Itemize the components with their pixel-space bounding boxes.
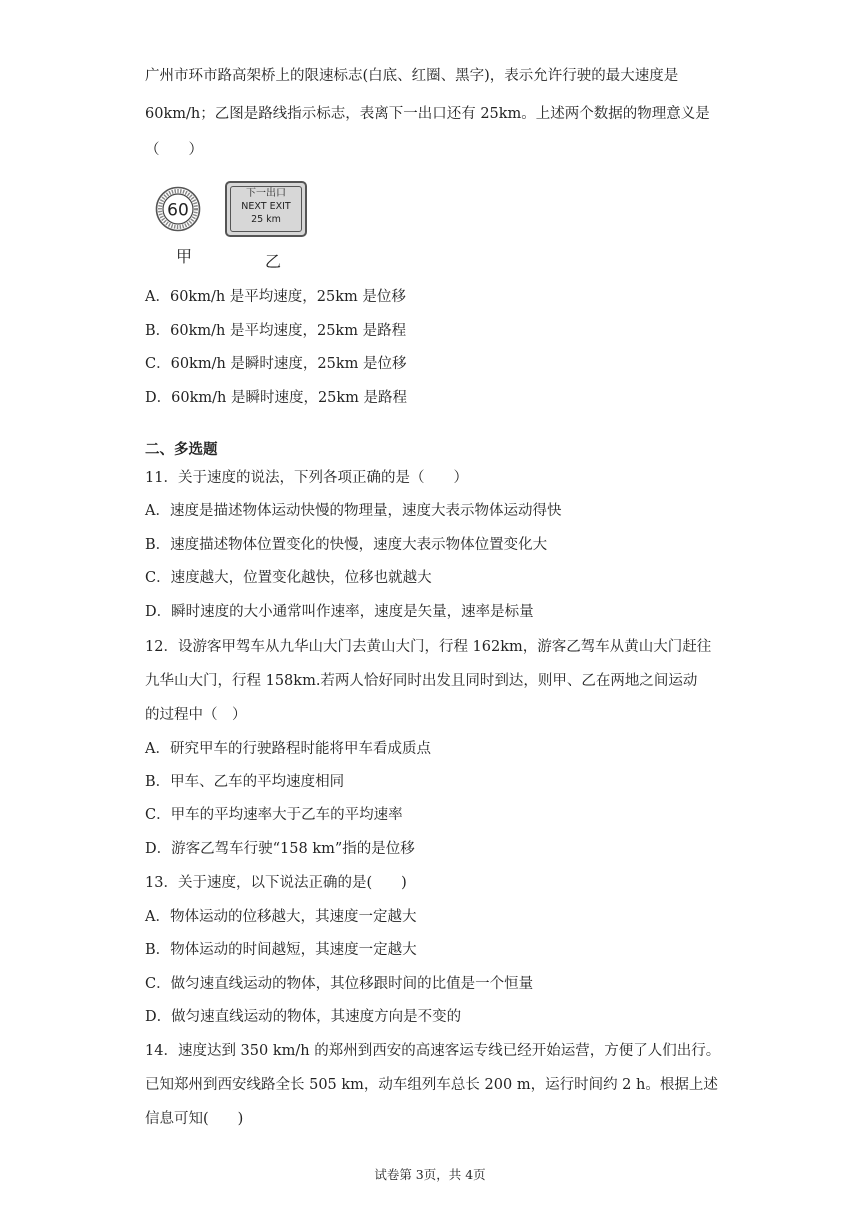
exit-sign-figure <box>225 181 307 237</box>
speed-limit-value: 60 <box>167 200 189 221</box>
q13-option-a: A．物体运动的位移越大，其速度一定越大 <box>145 909 417 925</box>
q10-option-b: B．60km/h 是平均速度，25km 是路程 <box>145 323 407 339</box>
q11-option-d: D．瞬时速度的大小通常叫作速率，速度是矢量，速率是标量 <box>145 604 534 620</box>
caption-yi: 乙 <box>265 252 282 271</box>
q14-stem-line-3: 信息可知( ) <box>145 1111 244 1127</box>
q12-stem-line-1: 12．设游客甲驾车从九华山大门去黄山大门，行程 162km，游客乙驾车从黄山大门赶往 <box>145 639 712 655</box>
q12-option-d: D．游客乙驾车行驶“158 km”指的是位移 <box>145 841 415 857</box>
speed-limit-sign-figure <box>155 186 201 232</box>
q14-stem-line-2: 已知郑州到西安线路全长 505 km，动车组列车总长 200 m，运行时间约 2 h。根据上述 <box>145 1077 718 1093</box>
exit-sign-line-2: NEXT EXIT <box>241 201 291 212</box>
q13-option-c: C．做匀速直线运动的物体，其位移跟时间的比值是一个恒量 <box>145 976 534 992</box>
q11-stem: 11．关于速度的说法，下列各项正确的是（ ） <box>145 470 468 486</box>
q10-option-a: A．60km/h 是平均速度，25km 是位移 <box>145 289 406 305</box>
q11-option-b: B．速度描述物体位置变化的快慢，速度大表示物体位置变化大 <box>145 537 548 553</box>
q12-stem-line-2: 九华山大门，行程 158km.若两人恰好同时出发且同时到达，则甲、乙在两地之间运动 <box>145 673 698 689</box>
q14-stem-line-1: 14．速度达到 350 km/h 的郑州到西安的高速客运专线已经开始运营，方便了人们出行。 <box>145 1043 721 1059</box>
q10-stem-line-1: 广州市环市路高架桥上的限速标志(白底、红圈、黑字)，表示允许行驶的最大速度是 <box>145 68 679 84</box>
caption-jia: 甲 <box>176 247 193 266</box>
q12-stem-line-3: 的过程中（ ） <box>145 707 247 723</box>
q10-option-c: C．60km/h 是瞬时速度，25km 是位移 <box>145 356 407 372</box>
section-title: 二、多选题 <box>145 442 218 458</box>
q12-option-c: C．甲车的平均速率大于乙车的平均速率 <box>145 807 403 823</box>
q10-stem-line-2: 60km/h；乙图是路线指示标志，表离下一出口还有 25km。上述两个数据的物理意义是 <box>145 106 710 122</box>
q10-stem-line-3: （ ） <box>145 142 203 158</box>
q13-stem: 13．关于速度，以下说法正确的是( ) <box>145 875 407 891</box>
exit-sign-line-3: 25 km <box>251 214 281 225</box>
q13-option-b: B．物体运动的时间越短，其速度一定越大 <box>145 942 417 958</box>
q11-option-a: A．速度是描述物体运动快慢的物理量，速度大表示物体运动得快 <box>145 503 562 519</box>
q12-option-a: A．研究甲车的行驶路程时能将甲车看成质点 <box>145 741 431 757</box>
q12-option-b: B．甲车、乙车的平均速度相同 <box>145 774 345 790</box>
exit-sign-line-1: 下一出口 <box>246 188 286 199</box>
q10-option-d: D．60km/h 是瞬时速度，25km 是路程 <box>145 390 408 406</box>
q13-option-d: D．做匀速直线运动的物体，其速度方向是不变的 <box>145 1009 462 1025</box>
q11-option-c: C．速度越大，位置变化越快，位移也就越大 <box>145 570 432 586</box>
page-footer: 试卷第 3页，共 4页 <box>374 1167 486 1182</box>
